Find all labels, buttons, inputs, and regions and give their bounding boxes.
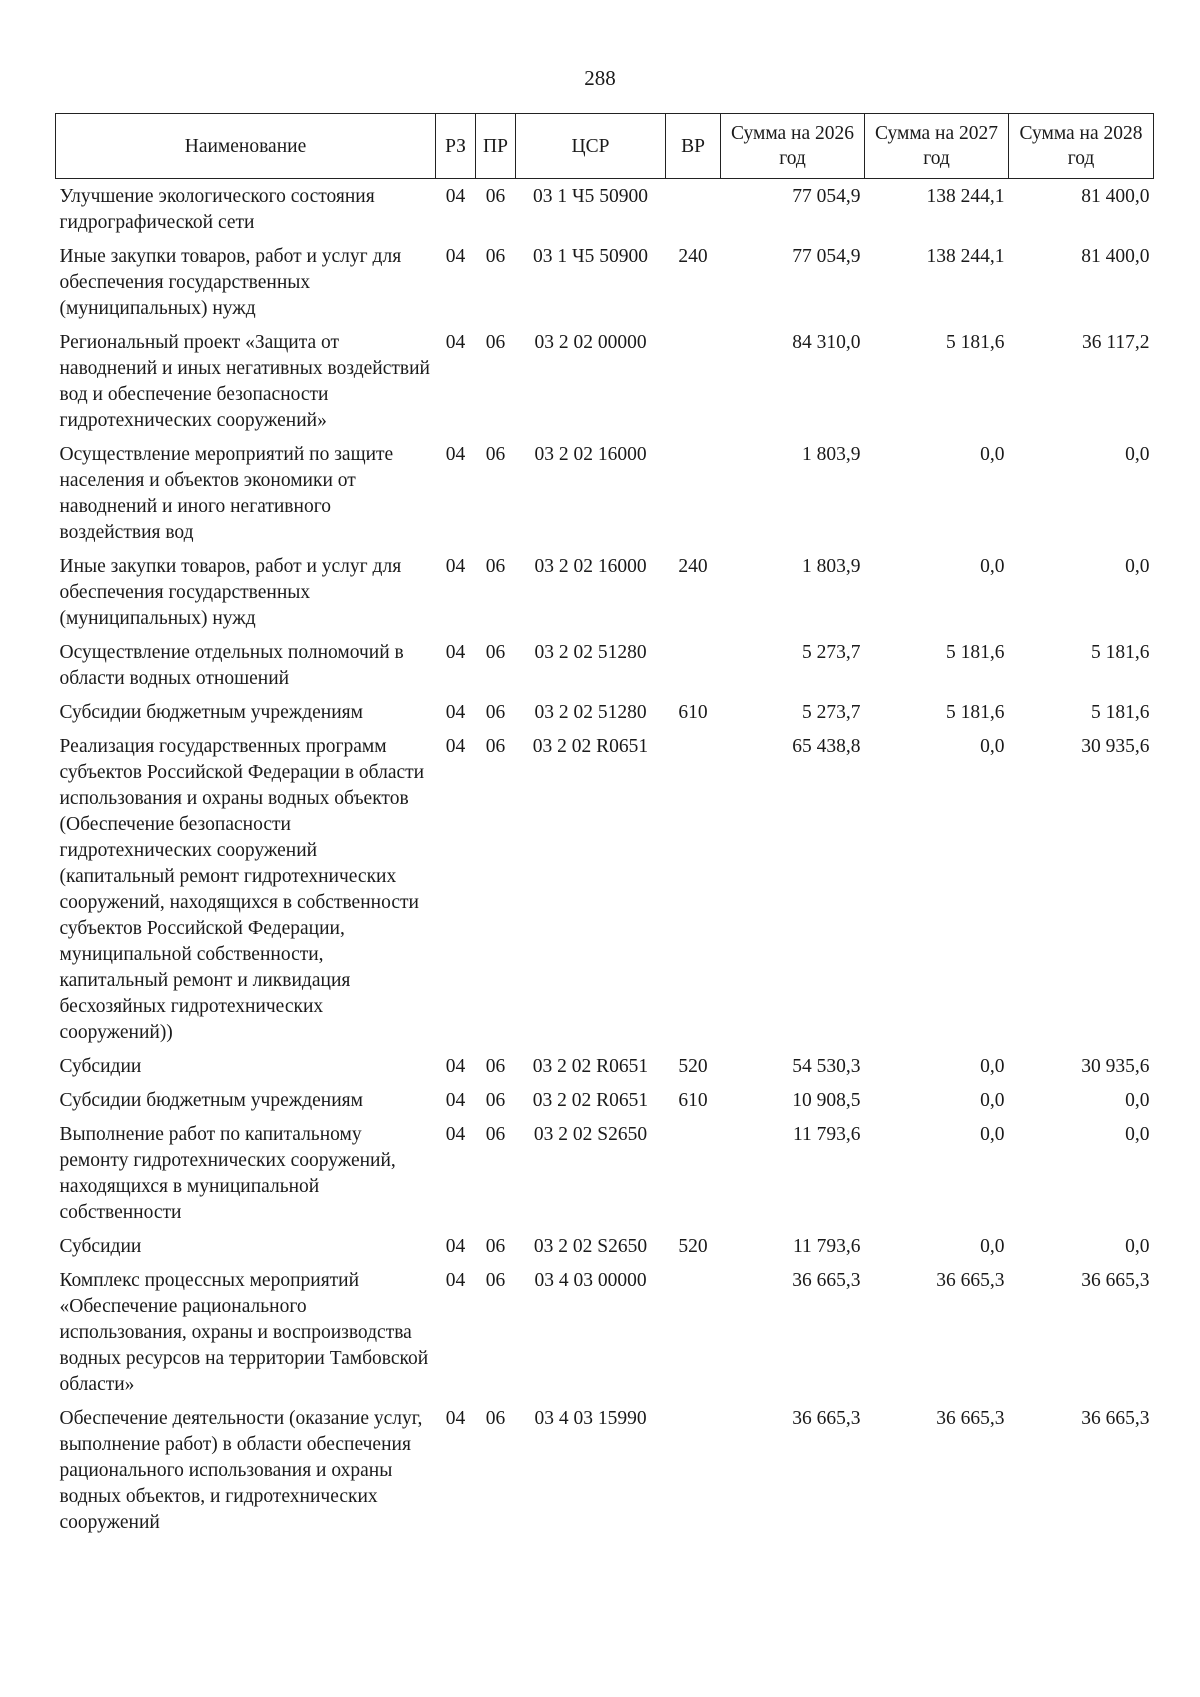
- cell-pr: 06: [485, 702, 506, 723]
- cell-sum-2028: 5 181,6: [1091, 642, 1150, 663]
- cell-pr: 06: [485, 246, 506, 267]
- cell-name: Осуществление мероприятий по защите населения и объектов экономики от наводнений и иного негативного воздействия вод: [59, 444, 394, 543]
- cell-vr: [666, 1263, 721, 1401]
- cell-sum-2026: 77 054,9: [792, 246, 861, 267]
- cell-sum-2028: 36 665,3: [1081, 1270, 1150, 1291]
- cell-sum-2028: 81 400,0: [1081, 186, 1150, 207]
- header-sum-2026: Сумма на 2026 год: [721, 114, 865, 179]
- cell-csr: 03 2 02 51280: [534, 702, 647, 723]
- cell-sum-2027: 0,0: [980, 1090, 1005, 1111]
- cell-sum-2026: 65 438,8: [792, 736, 861, 757]
- cell-sum-2026: 1 803,9: [802, 444, 861, 465]
- cell-csr: 03 1 Ч5 50900: [532, 246, 649, 267]
- cell-vr: [666, 1117, 721, 1229]
- cell-name: Комплекс процессных мероприятий «Обеспечение рационального использования, охраны и воспроизводства водных ресурсов на территории Тамбовской области»: [59, 1270, 429, 1395]
- cell-vr: 610: [678, 702, 708, 723]
- cell-rz: 04: [445, 642, 466, 663]
- table-row: [56, 1049, 1154, 1083]
- table-row: [56, 1083, 1154, 1117]
- cell-pr: 06: [485, 1124, 506, 1145]
- table-row: [56, 437, 1154, 549]
- header-vr: ВР: [666, 114, 721, 179]
- cell-rz: 04: [445, 1124, 466, 1145]
- table-row: [56, 1401, 1154, 1539]
- cell-pr: 06: [485, 1408, 506, 1429]
- cell-rz: 04: [445, 1056, 466, 1077]
- cell-sum-2027: 0,0: [980, 556, 1005, 577]
- table-row: [56, 549, 1154, 635]
- cell-vr: [666, 437, 721, 549]
- header-csr: ЦСР: [516, 114, 666, 179]
- cell-name: Субсидии: [59, 1236, 142, 1257]
- cell-rz: 04: [445, 1270, 466, 1291]
- cell-rz: 04: [445, 1408, 466, 1429]
- cell-vr: 610: [678, 1090, 708, 1111]
- page-number: 288: [584, 66, 616, 90]
- cell-name: Иные закупки товаров, работ и услуг для обеспечения государственных (муниципальных) нужд: [59, 246, 402, 319]
- cell-sum-2027: 0,0: [980, 1124, 1005, 1145]
- cell-csr: 03 2 02 16000: [534, 444, 647, 465]
- cell-sum-2026: 84 310,0: [792, 332, 861, 353]
- cell-csr: 03 2 02 S2650: [533, 1124, 648, 1145]
- table-row: [56, 1263, 1154, 1401]
- cell-sum-2027: 138 244,1: [926, 246, 1005, 267]
- cell-sum-2028: 30 935,6: [1081, 736, 1150, 757]
- cell-csr: 03 2 02 16000: [534, 556, 647, 577]
- cell-pr: 06: [485, 444, 506, 465]
- cell-sum-2028: 81 400,0: [1081, 246, 1150, 267]
- cell-sum-2028: 36 665,3: [1081, 1408, 1150, 1429]
- cell-name: Субсидии бюджетным учреждениям: [59, 702, 363, 723]
- cell-sum-2026: 5 273,7: [802, 702, 861, 723]
- header-rz: РЗ: [436, 114, 476, 179]
- cell-csr: 03 4 03 15990: [534, 1408, 647, 1429]
- cell-sum-2026: 77 054,9: [792, 186, 861, 207]
- cell-sum-2026: 36 665,3: [792, 1408, 861, 1429]
- cell-vr: [666, 635, 721, 695]
- cell-name: Субсидии бюджетным учреждениям: [59, 1090, 363, 1111]
- cell-sum-2026: 11 793,6: [792, 1124, 861, 1145]
- cell-vr: 240: [678, 246, 708, 267]
- cell-name: Реализация государственных программ субъектов Российской Федерации в области использования и охраны водных объектов (Обеспечение безопасности гидротехнических сооружений (капитальный ремонт гидротехнических сооружений, находящихся в собственности субъектов Российской Федерации, муниципальной собственности, капитальный ремонт и ликвидация бесхозяйных гидротехнических сооружений)): [59, 736, 425, 1043]
- cell-vr: [666, 179, 721, 240]
- cell-name: Иные закупки товаров, работ и услуг для обеспечения государственных (муниципальных) нужд: [59, 556, 402, 629]
- cell-sum-2028: 0,0: [1125, 1124, 1150, 1145]
- cell-rz: 04: [445, 556, 466, 577]
- cell-sum-2028: 36 117,2: [1081, 332, 1150, 353]
- cell-sum-2026: 36 665,3: [792, 1270, 861, 1291]
- cell-sum-2027: 5 181,6: [946, 702, 1005, 723]
- cell-vr: [666, 1401, 721, 1539]
- cell-rz: 04: [445, 186, 466, 207]
- cell-name: Региональный проект «Защита от наводнений и иных негативных воздействий вод и обеспечение безопасности гидротехнических сооружений»: [59, 332, 430, 431]
- table-row: [56, 635, 1154, 695]
- cell-csr: 03 1 Ч5 50900: [532, 186, 649, 207]
- cell-sum-2027: 36 665,3: [936, 1270, 1005, 1291]
- cell-sum-2027: 36 665,3: [936, 1408, 1005, 1429]
- cell-pr: 06: [485, 186, 506, 207]
- cell-rz: 04: [445, 736, 466, 757]
- table-row: [56, 179, 1154, 240]
- table-row: [56, 1229, 1154, 1263]
- cell-name: Осуществление отдельных полномочий в области водных отношений: [59, 642, 404, 689]
- cell-pr: 06: [485, 1090, 506, 1111]
- cell-sum-2028: 30 935,6: [1081, 1056, 1150, 1077]
- cell-csr: 03 2 02 R0651: [532, 736, 649, 757]
- cell-rz: 04: [445, 1090, 466, 1111]
- cell-sum-2026: 1 803,9: [802, 556, 861, 577]
- cell-name: Выполнение работ по капитальному ремонту гидротехнических сооружений, находящихся в муниципальной собственности: [59, 1124, 396, 1223]
- cell-pr: 06: [485, 1236, 506, 1257]
- cell-vr: [666, 325, 721, 437]
- cell-pr: 06: [485, 1270, 506, 1291]
- table-row: [56, 695, 1154, 729]
- header-name: Наименование: [56, 114, 436, 179]
- cell-sum-2028: 0,0: [1125, 556, 1150, 577]
- cell-csr: 03 2 02 R0651: [532, 1090, 649, 1111]
- cell-pr: 06: [485, 642, 506, 663]
- cell-vr: [666, 729, 721, 1049]
- cell-vr: 520: [678, 1056, 708, 1077]
- cell-csr: 03 2 02 51280: [534, 642, 647, 663]
- cell-name: Обеспечение деятельности (оказание услуг, выполнение работ) в области обеспечения рационального использования и охраны водных объектов, и гидротехнических сооружений: [59, 1408, 423, 1533]
- cell-sum-2027: 5 181,6: [946, 642, 1005, 663]
- cell-sum-2028: 0,0: [1125, 444, 1150, 465]
- cell-rz: 04: [445, 246, 466, 267]
- cell-sum-2027: 0,0: [980, 1056, 1005, 1077]
- header-sum-2027: Сумма на 2027 год: [865, 114, 1009, 179]
- cell-pr: 06: [485, 556, 506, 577]
- cell-vr: 520: [678, 1236, 708, 1257]
- cell-csr: 03 2 02 S2650: [533, 1236, 648, 1257]
- table-row: [56, 1117, 1154, 1229]
- cell-name: Улучшение экологического состояния гидрографической сети: [59, 186, 375, 233]
- header-sum-2028: Сумма на 2028 год: [1009, 114, 1154, 179]
- cell-sum-2027: 0,0: [980, 736, 1005, 757]
- cell-sum-2026: 5 273,7: [802, 642, 861, 663]
- cell-rz: 04: [445, 1236, 466, 1257]
- cell-pr: 06: [485, 332, 506, 353]
- table-body: [56, 179, 1154, 1540]
- cell-rz: 04: [445, 332, 466, 353]
- cell-sum-2027: 0,0: [980, 1236, 1005, 1257]
- cell-rz: 04: [445, 702, 466, 723]
- table-header: [56, 114, 1154, 179]
- table-row: [56, 239, 1154, 325]
- cell-sum-2027: 0,0: [980, 444, 1005, 465]
- budget-table: [55, 113, 1154, 1539]
- cell-pr: 06: [485, 1056, 506, 1077]
- table-row: [56, 729, 1154, 1049]
- cell-rz: 04: [445, 444, 466, 465]
- cell-sum-2028: 5 181,6: [1091, 702, 1150, 723]
- table-row: [56, 325, 1154, 437]
- cell-sum-2028: 0,0: [1125, 1090, 1150, 1111]
- cell-pr: 06: [485, 736, 506, 757]
- cell-csr: 03 2 02 R0651: [532, 1056, 649, 1077]
- header-pr: ПР: [476, 114, 516, 179]
- cell-csr: 03 2 02 00000: [534, 332, 647, 353]
- cell-sum-2026: 11 793,6: [792, 1236, 861, 1257]
- cell-vr: 240: [678, 556, 708, 577]
- cell-sum-2027: 138 244,1: [926, 186, 1005, 207]
- cell-sum-2026: 54 530,3: [792, 1056, 861, 1077]
- cell-csr: 03 4 03 00000: [534, 1270, 647, 1291]
- cell-sum-2027: 5 181,6: [946, 332, 1005, 353]
- cell-sum-2026: 10 908,5: [792, 1090, 861, 1111]
- cell-sum-2028: 0,0: [1125, 1236, 1150, 1257]
- cell-name: Субсидии: [59, 1056, 142, 1077]
